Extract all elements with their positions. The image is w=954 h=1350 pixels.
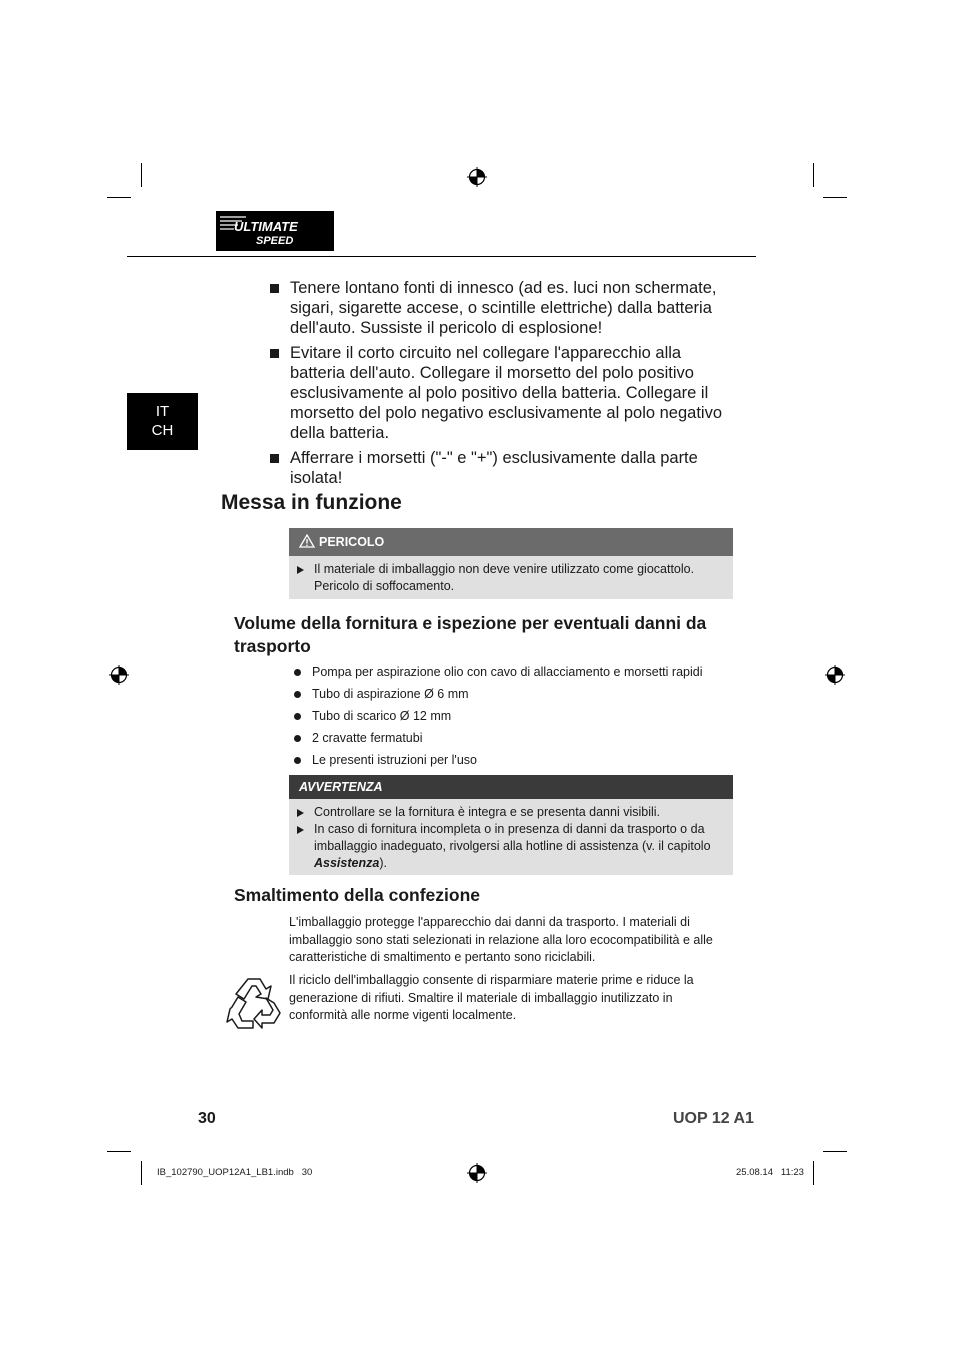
list-item: Tubo di aspirazione Ø 6 mm bbox=[294, 684, 702, 706]
crop-mark bbox=[813, 163, 814, 187]
language-tab bbox=[127, 393, 198, 450]
warning-triangle-icon bbox=[299, 534, 315, 548]
square-bullet-icon bbox=[270, 349, 279, 358]
disposal-paragraph-1: L'imballaggio protegge l'apparecchio dai danni da trasporto. I materiali di imballaggio sono stati selezionati in relazione alla loro ecocompatibilità e alle caratteristiche di smaltimento e pertanto sono riciclabili. bbox=[289, 915, 713, 964]
dot-bullet-icon bbox=[294, 735, 301, 742]
disposal-paragraph-2: Il riciclo dell'imballaggio consente di risparmiare materie prime e riduce la generazione di rifiuti. Smaltire il materiale di imballaggio inutilizzato in conformità alle norme vigenti localmente. bbox=[289, 973, 694, 1022]
list-item: Tubo di scarico Ø 12 mm bbox=[294, 706, 702, 728]
list-item: Pompa per aspirazione olio con cavo di allacciamento e morsetti rapidi bbox=[294, 662, 702, 684]
registration-mark-icon bbox=[467, 1163, 487, 1183]
safety-bullet-list bbox=[270, 278, 740, 493]
crop-mark bbox=[141, 163, 142, 187]
language-code-it: IT bbox=[155, 403, 170, 420]
header-rule bbox=[127, 256, 756, 257]
crop-mark bbox=[823, 197, 847, 198]
list-item: Evitare il corto circuito nel collegare l'apparecchio alla batteria dell'auto. Collegare il morsetto del polo positivo esclusivamente al polo positivo della batteria. Collegare il morsetto del polo negativo esclusivamente al polo negativo della batteria. bbox=[270, 343, 740, 443]
ultimate-speed-logo bbox=[216, 211, 334, 251]
dot-bullet-icon bbox=[294, 713, 301, 720]
delivery-list bbox=[294, 662, 702, 772]
crop-mark bbox=[107, 197, 131, 198]
model-name: UOP 12 A1 bbox=[673, 1110, 754, 1127]
danger-label: PERICOLO bbox=[319, 535, 385, 549]
warning-item: In caso di fornitura incompleta o in presenza di danni da trasporto o da imballaggio inadeguato, rivolgersi alla hotline di assistenza (v. il capitolo Assistenza). bbox=[289, 821, 733, 872]
crop-mark bbox=[107, 1151, 131, 1152]
disposal-title: Smaltimento della confezione bbox=[234, 885, 481, 905]
warning-item: Controllare se la fornitura è integra e se presenta danni visibili. bbox=[289, 804, 733, 821]
danger-box bbox=[289, 528, 733, 599]
dot-bullet-icon bbox=[294, 691, 301, 698]
warning-box-header: AVVERTENZA bbox=[289, 775, 733, 799]
list-item: Tenere lontano fonti di innesco (ad es. luci non schermate, sigari, sigarette accese, o scintille elettriche) dalla batteria dell'auto. Sussiste il pericolo di esplosione! bbox=[270, 278, 740, 338]
dot-bullet-icon bbox=[294, 669, 301, 676]
file-slug: IB_102790_UOP12A1_LB1.indb 30 bbox=[157, 1167, 313, 1178]
recycle-icon bbox=[226, 973, 284, 1029]
logo-text-top: ULTIMATE bbox=[234, 219, 298, 234]
square-bullet-icon bbox=[270, 454, 279, 463]
list-item: Le presenti istruzioni per l'uso bbox=[294, 750, 702, 772]
crop-mark bbox=[141, 1161, 142, 1185]
square-bullet-icon bbox=[270, 284, 279, 293]
arrow-bullet-icon bbox=[297, 826, 304, 834]
date-slug: 25.08.14 11:23 bbox=[736, 1167, 804, 1178]
crop-mark bbox=[813, 1161, 814, 1185]
assistenza-reference: Assistenza bbox=[314, 856, 380, 870]
danger-item: Il materiale di imballaggio non deve venire utilizzato come giocattolo. Pericolo di soffocamento. bbox=[289, 561, 733, 595]
registration-mark-icon bbox=[467, 167, 487, 187]
page-number: 30 bbox=[198, 1110, 216, 1127]
registration-mark-icon bbox=[825, 665, 845, 685]
delivery-title: Volume della fornitura e ispezione per eventuali danni da trasporto bbox=[234, 613, 707, 656]
logo-text-bottom: SPEED bbox=[256, 235, 294, 247]
danger-box-header bbox=[289, 528, 733, 556]
crop-mark bbox=[823, 1151, 847, 1152]
registration-mark-icon bbox=[109, 665, 129, 685]
section-title: Messa in funzione bbox=[221, 491, 402, 514]
dot-bullet-icon bbox=[294, 757, 301, 764]
list-item: Afferrare i morsetti ("-" e "+") esclusivamente dalla parte isolata! bbox=[270, 448, 740, 488]
language-code-ch: CH bbox=[151, 422, 174, 439]
warning-box bbox=[289, 775, 733, 875]
arrow-bullet-icon bbox=[297, 809, 304, 817]
list-item: 2 cravatte fermatubi bbox=[294, 728, 702, 750]
arrow-bullet-icon bbox=[297, 566, 304, 574]
